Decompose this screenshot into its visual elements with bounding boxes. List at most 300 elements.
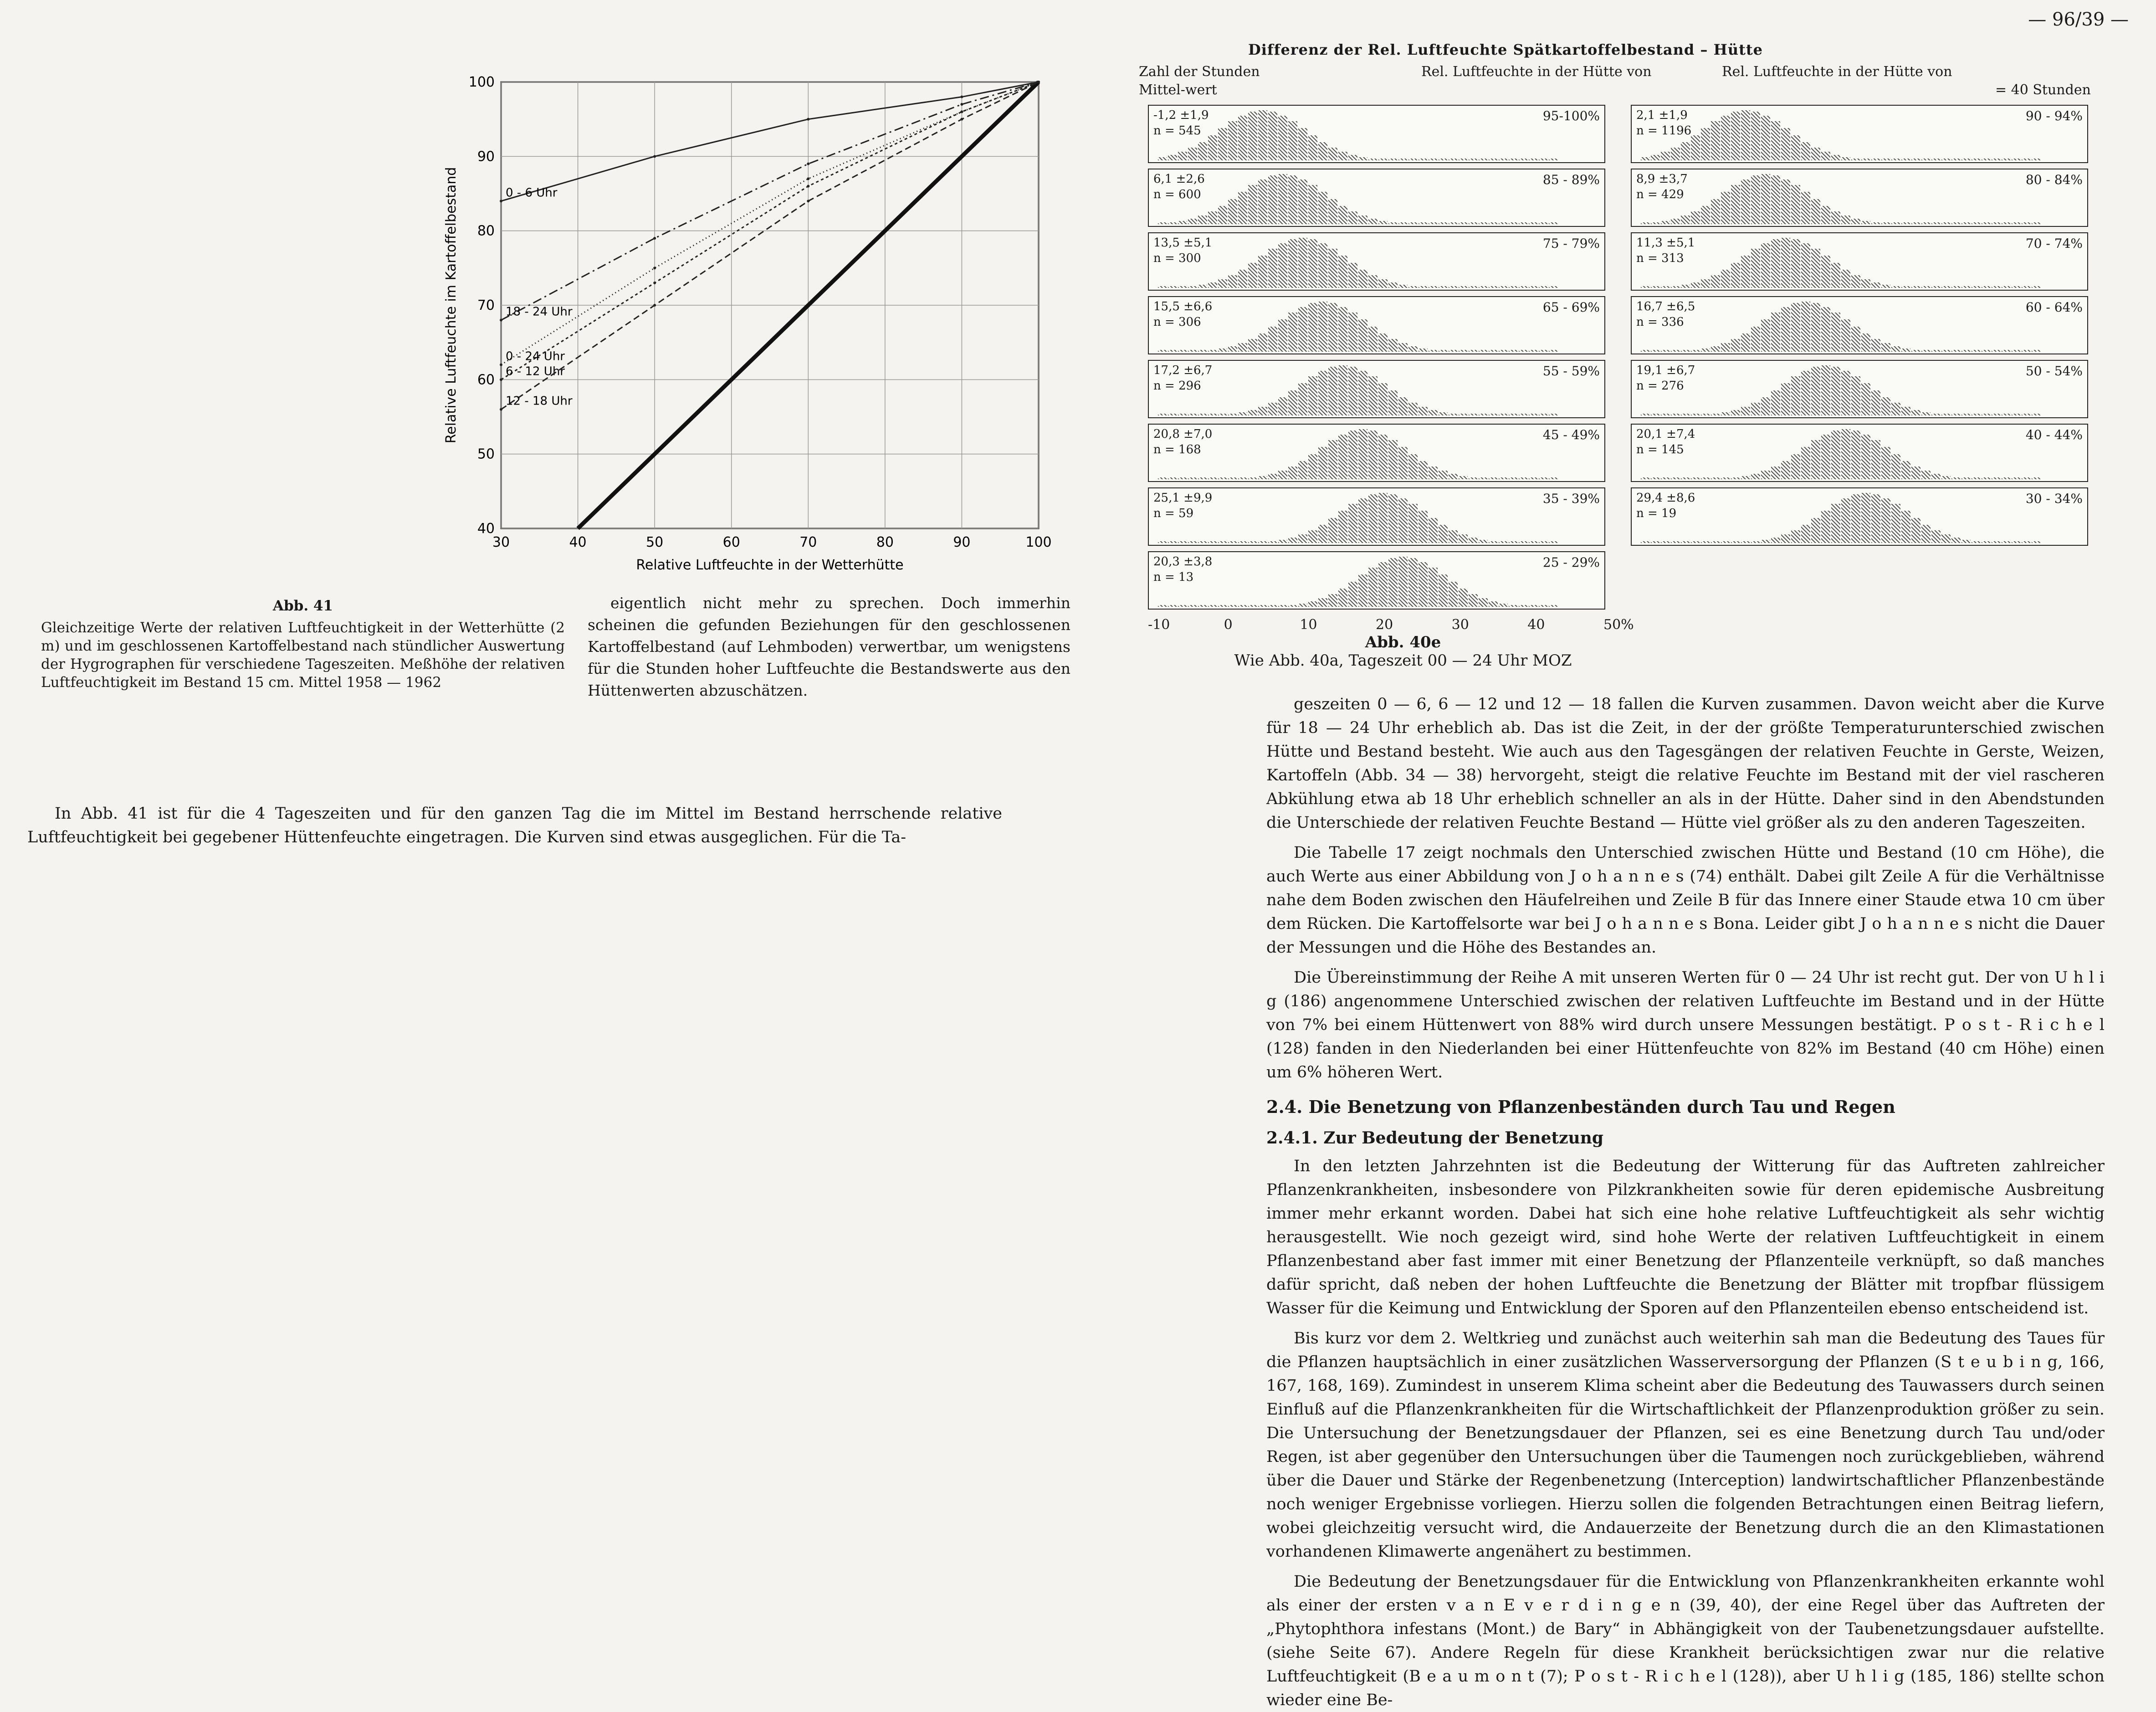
histogram-bar — [2032, 541, 2041, 543]
histogram-range-label: 40 - 44% — [2025, 427, 2083, 442]
figure-40e — [1130, 41, 2150, 670]
histogram-bar — [1821, 206, 1830, 224]
histogram-bar — [1871, 339, 1880, 352]
histogram-bar — [1298, 534, 1307, 543]
histogram-bar — [1771, 239, 1780, 288]
histogram-bar — [1841, 498, 1850, 543]
histogram-bar — [1449, 286, 1458, 288]
histogram-bar — [1328, 594, 1337, 607]
histogram-bar — [1901, 286, 1910, 288]
histogram-bar — [1388, 282, 1398, 288]
paragraph: eigentlich nicht mehr zu sprechen. Doch immerhin scheinen die gefunden Beziehungen für den geschlossenen Kartoffelbestand (auf Lehmboden) verwertbar, um wenigstens für die Stunden hoher Luftfeuchte die Bestandswerte aus den Hüttenwerten abzuschätzen. — [588, 594, 1070, 699]
histogram-bar — [1218, 477, 1227, 479]
histogram-bar — [1811, 148, 1820, 160]
histogram-bar — [1831, 313, 1840, 352]
histogram-bar — [1881, 397, 1890, 415]
histogram-n-label: n = 429 — [1636, 188, 1684, 201]
histogram-bar — [1982, 159, 1991, 160]
figure-40e-right-group-label: Rel. Luftfeuchte in der Hütte von — [1722, 64, 1952, 80]
histogram-bar — [1348, 431, 1357, 479]
histogram-bar — [1961, 350, 1971, 352]
histogram-range-label: 35 - 39% — [1542, 491, 1600, 506]
figure-41-caption-abb: Abb. 41 — [272, 598, 333, 614]
histogram-bar — [1801, 192, 1810, 224]
data-point — [500, 200, 502, 202]
histogram-bar — [1398, 159, 1408, 160]
histogram-bar — [1489, 350, 1498, 352]
histogram-bar — [1961, 222, 1971, 224]
histogram-bar — [1529, 159, 1538, 160]
histogram-bar — [1509, 477, 1518, 479]
histogram-range-label: 45 - 49% — [1542, 427, 1600, 442]
histogram-bar — [1681, 285, 1690, 288]
histogram-bar — [1931, 159, 1941, 160]
histogram-bar — [1188, 286, 1197, 288]
histogram-bar — [1348, 211, 1357, 224]
histogram-n-label: n = 59 — [1153, 507, 1194, 520]
histogram-stat-label: 20,8 ±7,0 — [1153, 427, 1213, 441]
histogram-bar — [1368, 327, 1378, 352]
histogram-bar — [1509, 605, 1518, 607]
histogram-bar — [1328, 148, 1337, 160]
histogram-bar — [1378, 159, 1388, 160]
histogram-bar — [1651, 477, 1660, 479]
histogram-bar — [1781, 128, 1790, 160]
histogram-panel — [1148, 232, 1605, 291]
histogram-bar — [1419, 461, 1428, 479]
histogram-bar — [1469, 538, 1478, 543]
histogram-bar — [1821, 365, 1830, 415]
histogram-bar — [1358, 498, 1367, 543]
histogram-bar — [2022, 159, 2031, 160]
histogram-bar — [1469, 477, 1478, 479]
histogram-bar — [1851, 494, 1860, 543]
data-point — [960, 103, 963, 106]
histogram-bar — [1721, 412, 1730, 415]
histogram-bar — [1408, 159, 1418, 160]
histogram-bar — [1248, 605, 1257, 607]
data-point — [807, 118, 809, 121]
histogram-bar — [1318, 525, 1327, 543]
histogram-bar — [1761, 116, 1770, 160]
histogram-bar — [1208, 350, 1217, 352]
histogram-bar — [1328, 518, 1337, 543]
histogram-bar — [1951, 538, 1961, 543]
data-point — [807, 177, 809, 180]
histogram-bar — [1228, 346, 1237, 352]
histogram-bar — [2002, 541, 2011, 543]
histogram-bar — [1681, 142, 1690, 160]
histogram-bar — [1641, 157, 1650, 160]
series-line — [501, 82, 1039, 201]
histogram-bar — [1941, 476, 1951, 479]
histogram-bar — [1509, 350, 1518, 352]
histogram-bar — [1248, 339, 1257, 352]
histogram-bar — [1861, 159, 1870, 160]
series-label: 0 - 24 Uhr — [506, 349, 565, 364]
histogram-bar — [1509, 222, 1518, 224]
histogram-bar — [1479, 414, 1488, 415]
histogram-bar — [1891, 504, 1900, 543]
histogram-bar — [1278, 243, 1287, 288]
histogram-bar — [1248, 112, 1257, 160]
histogram-n-label: n = 313 — [1636, 251, 1684, 265]
histogram-bar — [1811, 199, 1820, 224]
histogram-bar — [1258, 179, 1267, 224]
histogram-panel — [1631, 232, 2088, 291]
histogram-bar — [1278, 397, 1287, 415]
histogram-bar — [1228, 275, 1237, 288]
histogram-bar — [1651, 414, 1660, 415]
histogram-bar — [1871, 159, 1880, 160]
histogram-bar — [1278, 471, 1287, 479]
histogram-bar — [1691, 135, 1700, 160]
histogram-bar — [1881, 498, 1890, 543]
histogram-bar — [1248, 263, 1257, 288]
histogram-bar — [1891, 403, 1900, 415]
histogram-bar — [1651, 350, 1660, 352]
histogram-bar — [1871, 222, 1880, 224]
histogram-bar — [1549, 541, 1558, 543]
histogram-bar — [1308, 239, 1317, 288]
histogram-bar — [1661, 414, 1670, 415]
series-line — [501, 82, 1039, 410]
histogram-stat-label: 6,1 ±2,6 — [1153, 172, 1205, 186]
histogram-bar — [1529, 350, 1538, 352]
histogram-bar — [1378, 493, 1388, 543]
histogram-bar — [1661, 541, 1670, 543]
histogram-bar — [2002, 286, 2011, 288]
histogram-bar — [1228, 121, 1237, 160]
histogram-panel — [1148, 424, 1605, 482]
histogram-bar — [1398, 285, 1408, 288]
histogram-bar — [1509, 414, 1518, 415]
histogram-bar — [1801, 243, 1810, 288]
histogram-bar — [1519, 541, 1528, 543]
histogram-bar — [1711, 121, 1720, 160]
histogram-bar — [1469, 594, 1478, 607]
histogram-bar — [1408, 558, 1418, 607]
histogram-bar — [1771, 390, 1780, 415]
histogram-bar — [1721, 192, 1730, 224]
histogram-bar — [1308, 303, 1317, 352]
histogram-bar — [1368, 275, 1378, 288]
histogram-bar — [1941, 534, 1951, 543]
histogram-bar — [1208, 541, 1217, 543]
y-tick-label: 100 — [468, 74, 495, 90]
histogram-bar — [1771, 466, 1780, 479]
histogram-bar — [1218, 279, 1227, 288]
histogram-bar — [1449, 530, 1458, 543]
histogram-bar — [1791, 135, 1800, 160]
x-tick-label: 60 — [722, 534, 740, 550]
histogram-bar — [1982, 222, 1991, 224]
histogram-bar — [1671, 286, 1680, 288]
histogram-bar — [1439, 159, 1448, 160]
histogram-bar — [1801, 371, 1810, 415]
histogram-bar — [1208, 135, 1217, 160]
histogram-bar — [1348, 263, 1357, 288]
histogram-bar — [1771, 121, 1780, 160]
histogram-bar — [1671, 350, 1680, 352]
histogram-bar — [1841, 215, 1850, 224]
histogram-bar — [1479, 159, 1488, 160]
data-point — [653, 155, 656, 158]
histogram-range-label: 75 - 79% — [1542, 236, 1600, 251]
histogram-bar — [1701, 279, 1710, 288]
histogram-bar — [1921, 286, 1931, 288]
histogram-stat-label: -1,2 ±1,9 — [1153, 108, 1209, 122]
data-point — [807, 200, 809, 202]
histogram-bar — [1972, 541, 1981, 543]
histogram-bar — [1429, 286, 1438, 288]
histogram-bar — [1721, 541, 1730, 543]
histogram-bar — [1479, 540, 1488, 543]
histogram-bar — [1198, 605, 1207, 607]
text-column-middle — [588, 592, 1070, 702]
histogram-panel — [1631, 105, 2088, 163]
histogram-bar — [1408, 222, 1418, 224]
histogram-n-label: n = 168 — [1153, 443, 1201, 456]
histogram-bar — [1921, 350, 1931, 352]
histogram-bar — [1368, 219, 1378, 224]
histogram-bar — [1871, 494, 1880, 543]
histogram-bar — [1641, 222, 1650, 224]
histogram-bar — [1398, 397, 1408, 415]
histogram-stat-label: 20,1 ±7,4 — [1636, 427, 1695, 441]
histogram-bar — [1178, 286, 1187, 288]
histogram-bar — [1439, 286, 1448, 288]
histogram-bar — [1398, 557, 1408, 607]
histogram-bar — [1318, 447, 1327, 479]
histogram-bar — [1499, 350, 1508, 352]
histogram-bar — [2012, 222, 2021, 224]
paragraph: Bis kurz vor dem 2. Weltkrieg und zunächst auch weiterhin sah man die Bedeutung des Taues für die Pflanzen hauptsächlich in einer zusätzlichen Wasserversorgung der Pflanzen (S t e u b i n g, 166, 167, 168, 169). Zumindest in unserem Klima scheint aber die Bedeutung des Tauwassers durch seinen Einfluß auf die Pflanzenkrankheiten für die Wirtschaftlichkeit der Pflanzenproduktion größer zu sein. Die Untersuchung der Benetzungsdauer der Pflanzen, sei es eine Benetzung durch Tau und/oder Regen, ist aber gegenüber den Untersuchungen über die Taumengen noch zurückgeblieben, während über die Dauer und Stärke der Regenbenetzung (Interception) landwirtschaftlicher Pflanzenbestände noch weniger Ergebnisse vorliegen. Hierzu sollen die folgenden Betrachtungen einen Beitrag liefern, wobei gleichzeitig versucht wird, die Andauerzeite der Benetzung durch die an den Klimastationen vorhandenen Klimawerte angenähert zu bestimmen. — [1266, 1329, 2105, 1561]
histogram-bar — [1499, 477, 1508, 479]
x-tick-label: 0 — [1224, 617, 1233, 633]
series-line — [501, 82, 1039, 365]
histogram-bar — [1539, 541, 1548, 543]
histogram-bar — [1691, 414, 1700, 415]
histogram-bar — [1368, 159, 1378, 160]
histogram-bar — [1539, 222, 1548, 224]
histogram-bar — [1941, 350, 1951, 352]
histogram-bar — [1549, 477, 1558, 479]
histogram-bar — [1661, 221, 1670, 224]
histogram-bar — [1701, 477, 1710, 479]
histogram-bar — [1972, 350, 1981, 352]
histogram-n-label: n = 145 — [1636, 443, 1684, 456]
histogram-bar — [1449, 350, 1458, 352]
histogram-bar — [1851, 219, 1860, 224]
histogram-bar — [1429, 410, 1438, 415]
histogram-bar — [1539, 286, 1548, 288]
histogram-bar — [1298, 383, 1307, 415]
histogram-bar — [1439, 574, 1448, 607]
histogram-bar — [1188, 219, 1197, 224]
histogram-bar — [1429, 222, 1438, 224]
histogram-bar — [1188, 414, 1197, 415]
histogram-bar — [1469, 222, 1478, 224]
histogram-bar — [1238, 605, 1247, 607]
histogram-bar — [1741, 179, 1750, 224]
histogram-bar — [1781, 307, 1790, 352]
histogram-bar — [1358, 319, 1367, 352]
histogram-bar — [1921, 412, 1931, 415]
histogram-bar — [1388, 390, 1398, 415]
histogram-bar — [1218, 541, 1227, 543]
x-axis-label: Relative Luftfeuchte in der Wetterhütte — [636, 557, 904, 573]
histogram-bar — [1408, 454, 1418, 479]
histogram-bar — [1841, 429, 1850, 479]
histogram-bar — [1258, 605, 1267, 607]
histogram-bar — [1198, 215, 1207, 224]
figure-40e-left-group-label: Rel. Luftfeuchte in der Hütte von — [1421, 64, 1652, 80]
histogram-bar — [1228, 541, 1237, 543]
histogram-n-label: n = 276 — [1636, 379, 1684, 393]
histogram-bar — [1398, 447, 1408, 479]
histogram-bar — [1851, 376, 1860, 415]
histogram-bar — [1711, 541, 1720, 543]
histogram-bar — [1801, 525, 1810, 543]
histogram-bar — [1931, 474, 1941, 479]
histogram-bar — [2022, 414, 2031, 415]
text-column-left — [27, 802, 1002, 1421]
histogram-bar — [1158, 350, 1167, 352]
x-tick-label: 20 — [1376, 617, 1393, 633]
histogram-bar — [2032, 159, 2041, 160]
histogram-bar — [1358, 157, 1367, 160]
histogram-bar — [1499, 286, 1508, 288]
histogram-bar — [1781, 461, 1790, 479]
histogram-bar — [2012, 286, 2021, 288]
histogram-bar — [1771, 313, 1780, 352]
histogram-bar — [1158, 157, 1167, 160]
histogram-range-label: 55 - 59% — [1542, 364, 1600, 379]
histogram-bar — [1791, 239, 1800, 288]
histogram-bar — [1489, 414, 1498, 415]
histogram-bar — [1821, 307, 1830, 352]
histogram-bar — [1388, 494, 1398, 543]
histogram-bar — [1972, 477, 1981, 479]
histogram-bar — [1198, 285, 1207, 288]
histogram-bar — [1419, 511, 1428, 543]
histogram-bar — [1439, 525, 1448, 543]
histogram-bar — [1921, 159, 1931, 160]
histogram-bar — [1641, 541, 1650, 543]
histogram-bar — [1921, 222, 1931, 224]
histogram-bar — [1308, 601, 1317, 607]
histogram-bar — [2032, 350, 2041, 352]
data-point — [500, 378, 502, 381]
histogram-bar — [1881, 447, 1890, 479]
histogram-bar — [2022, 477, 2031, 479]
histogram-bar — [1278, 605, 1287, 607]
histogram-bar — [1901, 349, 1910, 352]
histogram-bar — [1338, 206, 1347, 224]
y-tick-label: 80 — [477, 223, 495, 239]
figure-41-chart — [437, 55, 1066, 579]
histogram-bar — [1429, 518, 1438, 543]
histogram-bar — [1651, 155, 1660, 160]
histogram-bar — [1741, 407, 1750, 415]
histogram-bar — [1178, 541, 1187, 543]
x-tick-label: 10 — [1300, 617, 1317, 633]
histogram-bar — [1358, 270, 1367, 288]
histogram-bar — [1348, 155, 1357, 160]
histogram-bar — [1539, 159, 1548, 160]
y-tick-label: 60 — [477, 372, 495, 388]
histogram-bar — [1258, 110, 1267, 160]
histogram-bar — [1328, 440, 1337, 479]
histogram-bar — [1408, 504, 1418, 543]
histogram-bar — [1519, 605, 1528, 607]
histogram-n-label: n = 13 — [1153, 570, 1194, 584]
histogram-range-label: 85 - 89% — [1542, 172, 1600, 187]
x-tick-label: 50% — [1603, 617, 1634, 633]
histogram-n-label: n = 296 — [1153, 379, 1201, 393]
histogram-bar — [1298, 461, 1307, 479]
histogram-bar — [1851, 159, 1860, 160]
series-label: 12 - 18 Uhr — [506, 394, 573, 408]
histogram-bar — [1318, 371, 1327, 415]
histogram-bar — [1168, 286, 1177, 288]
x-tick-label: 40 — [1527, 617, 1545, 633]
data-point — [653, 282, 656, 284]
series-label: 18 - 24 Uhr — [506, 305, 573, 319]
histogram-bar — [1691, 541, 1700, 543]
histogram-bar — [1691, 282, 1700, 288]
x-tick-label: 90 — [953, 534, 971, 550]
histogram-bar — [1931, 222, 1941, 224]
series-line — [501, 82, 1039, 320]
histogram-bar — [1198, 142, 1207, 160]
histogram-bar — [1771, 538, 1780, 543]
histogram-bar — [1831, 367, 1840, 415]
histogram-bar — [1851, 327, 1860, 352]
histogram-panel — [1631, 424, 2088, 482]
histogram-bar — [1338, 256, 1347, 288]
histogram-bar — [1721, 116, 1730, 160]
histogram-bar — [1268, 403, 1277, 415]
histogram-bar — [1408, 403, 1418, 415]
histogram-n-label: n = 306 — [1153, 315, 1201, 329]
histogram-bar — [1731, 477, 1740, 479]
histogram-bar — [1519, 350, 1528, 352]
histogram-bar — [1781, 238, 1790, 288]
histogram-bar — [1459, 350, 1468, 352]
histogram-bar — [1158, 286, 1167, 288]
histogram-bar — [1821, 435, 1830, 479]
histogram-bar — [1198, 541, 1207, 543]
histogram-bar — [1218, 605, 1227, 607]
histogram-bar — [1821, 511, 1830, 543]
histogram-range-label: 70 - 74% — [2025, 236, 2083, 251]
histogram-bar — [1791, 185, 1800, 224]
histogram-bar — [1741, 256, 1750, 288]
histogram-bar — [2002, 477, 2011, 479]
histogram-n-label: n = 545 — [1153, 124, 1201, 138]
histogram-bar — [1711, 414, 1720, 415]
histogram-bar — [1982, 541, 1991, 543]
data-point — [500, 319, 502, 322]
histogram-bar — [1288, 390, 1297, 415]
histogram-bar — [1288, 466, 1297, 479]
x-tick-label: 30 — [492, 534, 510, 550]
histogram-bar — [1982, 477, 1991, 479]
histogram-panel — [1148, 296, 1605, 354]
histogram-bar — [1248, 541, 1257, 543]
